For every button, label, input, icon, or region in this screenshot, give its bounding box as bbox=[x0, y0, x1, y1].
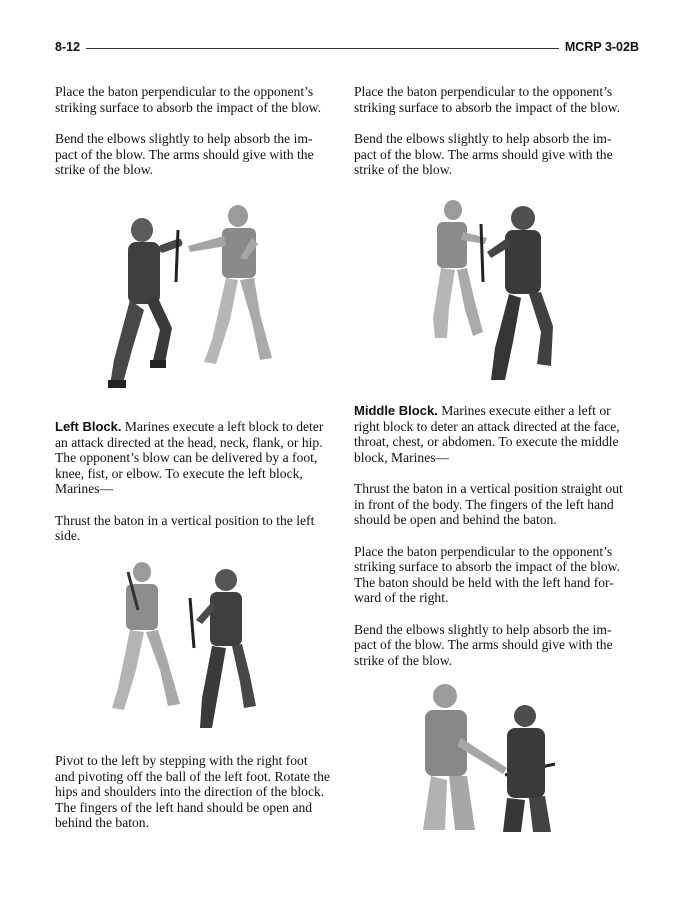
text-line: strike of the blow. bbox=[354, 162, 453, 177]
opponent-figure bbox=[112, 562, 180, 710]
text-line: Place the baton perpendicular to the opponent’s bbox=[55, 84, 314, 99]
middle-block-bend bbox=[354, 622, 639, 669]
marine-camouflage-figure bbox=[487, 206, 553, 380]
text-line: striking surface to absorb the impact of the blow. bbox=[55, 99, 322, 115]
text-line: The fingers of the left hand should be open and bbox=[55, 799, 313, 815]
text-line: Marines execute either a left or bbox=[437, 403, 611, 418]
text-line: The baton should be held with the left hand for- bbox=[354, 574, 614, 590]
right-block-photo-top bbox=[425, 198, 560, 383]
left-block-photo-bottom bbox=[108, 558, 268, 733]
baton bbox=[481, 224, 483, 282]
text-line: striking surface to absorb the impact of the blow. bbox=[354, 99, 621, 115]
text-line: pact of the blow. The arms should give with the bbox=[354, 637, 613, 652]
text-line: and pivoting off the ball of the left foot. Rotate the bbox=[55, 768, 330, 784]
left-para-bend bbox=[55, 131, 335, 178]
text-line: an attack directed at the head, neck, flank, or hip. bbox=[55, 434, 323, 450]
left-block-heading: Left Block. bbox=[55, 419, 122, 434]
text-line: right block to deter an attack directed at the face, bbox=[354, 418, 620, 434]
text-line: side. bbox=[55, 528, 81, 543]
document-id: MCRP 3-02B bbox=[559, 40, 639, 54]
text-line: Bend the elbows slightly to help absorb the im- bbox=[354, 621, 612, 637]
middle-block-place bbox=[354, 544, 639, 606]
text-line: hips and shoulders into the direction of the block. bbox=[55, 784, 325, 799]
text-line: Place the baton perpendicular to the opponent’s bbox=[354, 543, 613, 559]
text-line: striking surface to absorb the impact of the blow. bbox=[354, 559, 621, 574]
text-line: ward of the right. bbox=[354, 590, 449, 605]
marine-camouflage-figure bbox=[196, 569, 256, 728]
text-line: in front of the body. The fingers of the left hand bbox=[354, 496, 614, 512]
text-line: pact of the blow. The arms should give with the bbox=[354, 146, 613, 162]
text-line: Marines execute a left block to deter bbox=[121, 419, 324, 434]
header-rule bbox=[55, 48, 639, 49]
middle-block-heading: Middle Block. bbox=[354, 403, 438, 418]
right-column bbox=[354, 84, 634, 178]
page-number: 8-12 bbox=[55, 40, 86, 54]
text-line: strike of the blow. bbox=[354, 652, 453, 668]
text-line: The opponent’s blow can be delivered by a foot, bbox=[55, 450, 318, 465]
text-line: knee, fist, or elbow. To execute the left block, bbox=[55, 465, 303, 481]
marine-camouflage-figure bbox=[503, 705, 551, 832]
right-para-place bbox=[354, 84, 634, 115]
baton bbox=[176, 230, 178, 282]
text-line: should be open and behind the baton. bbox=[354, 512, 557, 527]
text-line: Marines— bbox=[55, 481, 114, 496]
text-line: Pivot to the left by stepping with the right foot bbox=[55, 753, 308, 768]
opponent-figure bbox=[433, 200, 487, 338]
pivot-paragraph bbox=[55, 753, 340, 831]
middle-block-photo bbox=[395, 680, 570, 832]
opponent-figure bbox=[423, 684, 507, 830]
text-line: Bend the elbows slightly to help absorb the im- bbox=[55, 131, 313, 146]
text-line: Bend the elbows slightly to help absorb the im- bbox=[354, 131, 612, 146]
page-header bbox=[55, 40, 639, 58]
opponent-figure bbox=[188, 205, 272, 364]
text-line: Thrust the baton in a vertical position to the left bbox=[55, 512, 315, 528]
left-block-photo-top bbox=[100, 200, 280, 395]
left-block-thrust bbox=[55, 513, 340, 544]
middle-block-paragraph bbox=[354, 403, 639, 465]
text-line: Thrust the baton in a vertical position straight out bbox=[354, 481, 623, 496]
text-line: Place the baton perpendicular to the opponent’s bbox=[354, 84, 613, 99]
text-line: throat, chest, or abdomen. To execute the middle bbox=[354, 434, 619, 449]
left-column bbox=[55, 84, 335, 178]
left-block-paragraph bbox=[55, 419, 340, 497]
left-block-section bbox=[55, 419, 340, 544]
text-line: block, Marines— bbox=[354, 449, 450, 465]
text-line: behind the baton. bbox=[55, 815, 150, 830]
left-para-place bbox=[55, 84, 335, 115]
right-para-bend bbox=[354, 131, 634, 178]
text-line: strike of the blow. bbox=[55, 162, 154, 177]
middle-block-section bbox=[354, 403, 639, 668]
middle-block-thrust bbox=[354, 481, 639, 528]
text-line: pact of the blow. The arms should give with the bbox=[55, 146, 314, 162]
pivot-section bbox=[55, 753, 340, 831]
marine-camouflage-figure bbox=[108, 218, 183, 388]
baton bbox=[190, 598, 194, 648]
